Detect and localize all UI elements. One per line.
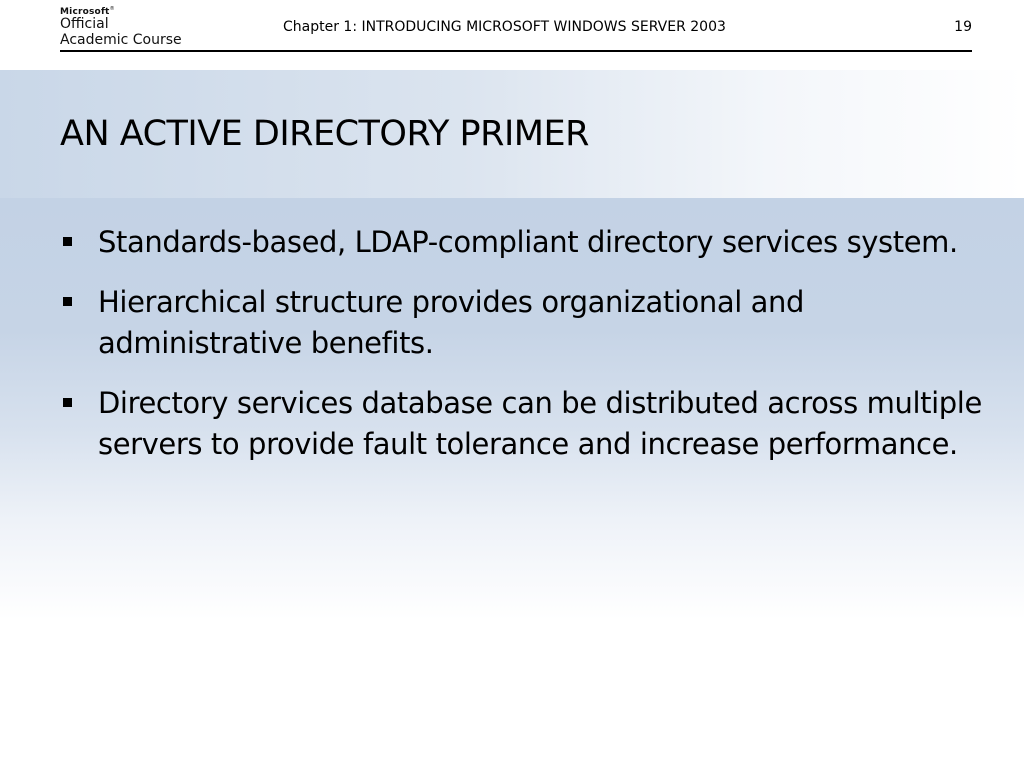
header-divider — [60, 50, 972, 52]
slide-title: AN ACTIVE DIRECTORY PRIMER — [60, 114, 589, 154]
bullet-list — [60, 222, 1000, 484]
logo-brand: Microsoft® — [60, 6, 115, 17]
square-bullet-icon — [63, 297, 72, 306]
bullet-item — [60, 282, 1000, 364]
logo-line-academic-course: Academic Course — [60, 32, 182, 48]
logo-line-official: Official — [60, 16, 109, 32]
square-bullet-icon — [63, 398, 72, 407]
official-academic-course-logo — [60, 4, 200, 48]
square-bullet-icon — [63, 237, 72, 246]
slide-header — [0, 0, 1024, 70]
bullet-item — [60, 383, 1000, 465]
chapter-title: Chapter 1: INTRODUCING MICROSOFT WINDOWS SERVER 2003 — [283, 19, 726, 35]
bullet-item — [60, 222, 1000, 263]
bullet-text: Standards-based, LDAP-compliant directory services system. — [98, 225, 958, 259]
page-number: 19 — [954, 19, 972, 35]
bullet-text: Hierarchical structure provides organizational and administrative benefits. — [98, 285, 805, 360]
bullet-text: Directory services database can be distributed across multiple servers to provide fault tolerance and increase performance. — [98, 386, 982, 461]
